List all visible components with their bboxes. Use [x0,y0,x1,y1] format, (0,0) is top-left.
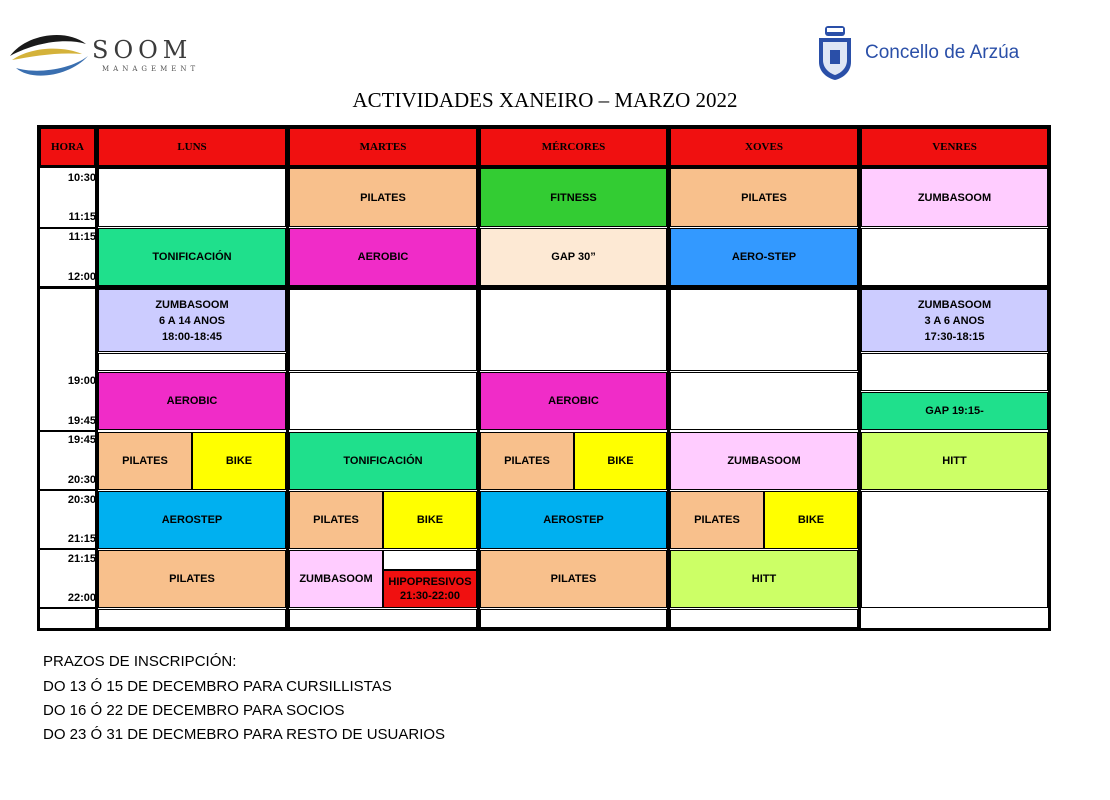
class-tonificacion: TONIFICACIÓN [289,432,477,490]
page-title: ACTIVIDADES XANEIRO – MARZO 2022 [352,88,738,112]
footer-heading: PRAZOS DE INSCRIPCIÓN: [43,653,237,670]
col-header-mercores: MÉRCORES [480,128,667,166]
class-zumbasoom: ZUMBASOOM [289,550,383,608]
row-divider [40,489,95,491]
class-pilates: PILATES [480,550,667,608]
col-header-hora: HORA [40,128,95,166]
time-label: 21:15 [67,533,96,545]
row-divider [40,548,95,550]
class-aerobic: AEROBIC [480,372,667,430]
concello-logo [815,24,1095,82]
class-time: 18:00-18:45 [162,330,222,343]
class-pilates: PILATES [670,168,858,227]
midday-divider [40,286,1048,289]
time-label: 11:15 [68,211,96,223]
time-label: 19:45 [67,434,96,446]
column-divider [858,125,861,631]
empty-cell [98,609,286,628]
time-label: 11:15 [68,231,96,243]
time-label: 19:00 [67,375,96,387]
column-divider [477,125,480,631]
class-aerobic: AEROBIC [289,228,477,286]
empty-cell [861,491,1048,608]
empty-cell [383,550,477,570]
empty-cell [98,168,286,227]
time-label: 20:30 [67,494,96,506]
time-label: 20:30 [67,474,96,486]
class-age: 6 A 14 ANOS [158,314,226,327]
row-divider [40,607,95,609]
class-gap: GAP 19:15- [861,392,1048,430]
col-header-venres: VENRES [861,128,1048,166]
empty-cell [670,289,858,371]
class-age: 3 A 6 ANOS [924,314,985,327]
empty-cell [861,353,1048,391]
empty-cell [98,353,286,371]
soom-logo-subtitle: MANAGEMENT [102,65,200,73]
class-name: ZUMBASOOM [155,298,229,311]
empty-cell [480,609,667,628]
class-name: ZUMBASOOM [917,298,992,311]
class-aerostep: AEROSTEP [98,491,286,549]
class-bike: BIKE [574,432,667,490]
col-header-luns: LUNS [98,128,286,166]
class-time: 17:30-18:15 [924,330,985,343]
footer-line: DO 13 Ó 15 DE DECEMBRO PARA CURSILLISTAS [43,678,392,695]
empty-cell [670,609,858,628]
class-time: 21:30-22:00 [400,590,460,602]
class-pilates: PILATES [98,432,192,490]
time-label: 21:15 [67,553,96,565]
class-hipopresivos [383,570,477,608]
class-pilates: PILATES [289,491,383,549]
empty-cell [670,372,858,430]
class-pilates: PILATES [480,432,574,490]
column-divider [667,125,670,631]
time-label: 22:00 [67,592,96,604]
empty-cell [289,609,477,628]
class-pilates: PILATES [289,168,477,227]
class-name: HIPOPRESIVOS [388,576,472,588]
class-tonificacion: TONIFICACIÓN [98,228,286,286]
class-bike: BIKE [764,491,858,549]
empty-cell [289,372,477,430]
empty-cell [480,289,667,371]
footer-line: DO 16 Ó 22 DE DECEMBRO PARA SOCIOS [43,702,345,719]
soom-logo [6,26,236,82]
concello-logo-text: Concello de Arzúa [865,42,1020,63]
class-pilates: PILATES [98,550,286,608]
class-zumbasoom: ZUMBASOOM [670,432,858,490]
class-hitt: HITT [861,432,1048,490]
class-aero-step: AERO-STEP [670,228,858,286]
class-hitt: HITT [670,550,858,608]
class-aerostep: AEROSTEP [480,491,667,549]
class-zumbasoom-kids [861,289,1048,352]
col-header-martes: MARTES [289,128,477,166]
row-divider [40,227,95,229]
class-fitness: FITNESS [480,168,667,227]
class-zumbasoom: ZUMBASOOM [861,168,1048,227]
class-zumbasoom-kids [98,289,286,352]
empty-cell [861,228,1048,286]
column-divider [286,125,289,631]
class-gap-30: GAP 30” [480,228,667,286]
class-pilates: PILATES [670,491,764,549]
header-divider [40,166,1048,168]
class-bike: BIKE [192,432,286,490]
time-label: 12:00 [67,271,96,283]
empty-cell [289,289,477,371]
class-bike: BIKE [383,491,477,549]
row-divider [40,430,95,432]
soom-logo-text: SOOM [92,36,193,64]
coat-of-arms-icon [815,24,855,82]
time-label: 19:45 [67,415,96,427]
footer-line: DO 23 Ó 31 DE DECMEBRO PARA RESTO DE USUARIOS [43,726,446,743]
soom-swoosh-icon [6,26,96,82]
time-label: 10:30 [67,172,96,184]
class-aerobic: AEROBIC [98,372,286,430]
col-header-xoves: XOVES [670,128,858,166]
